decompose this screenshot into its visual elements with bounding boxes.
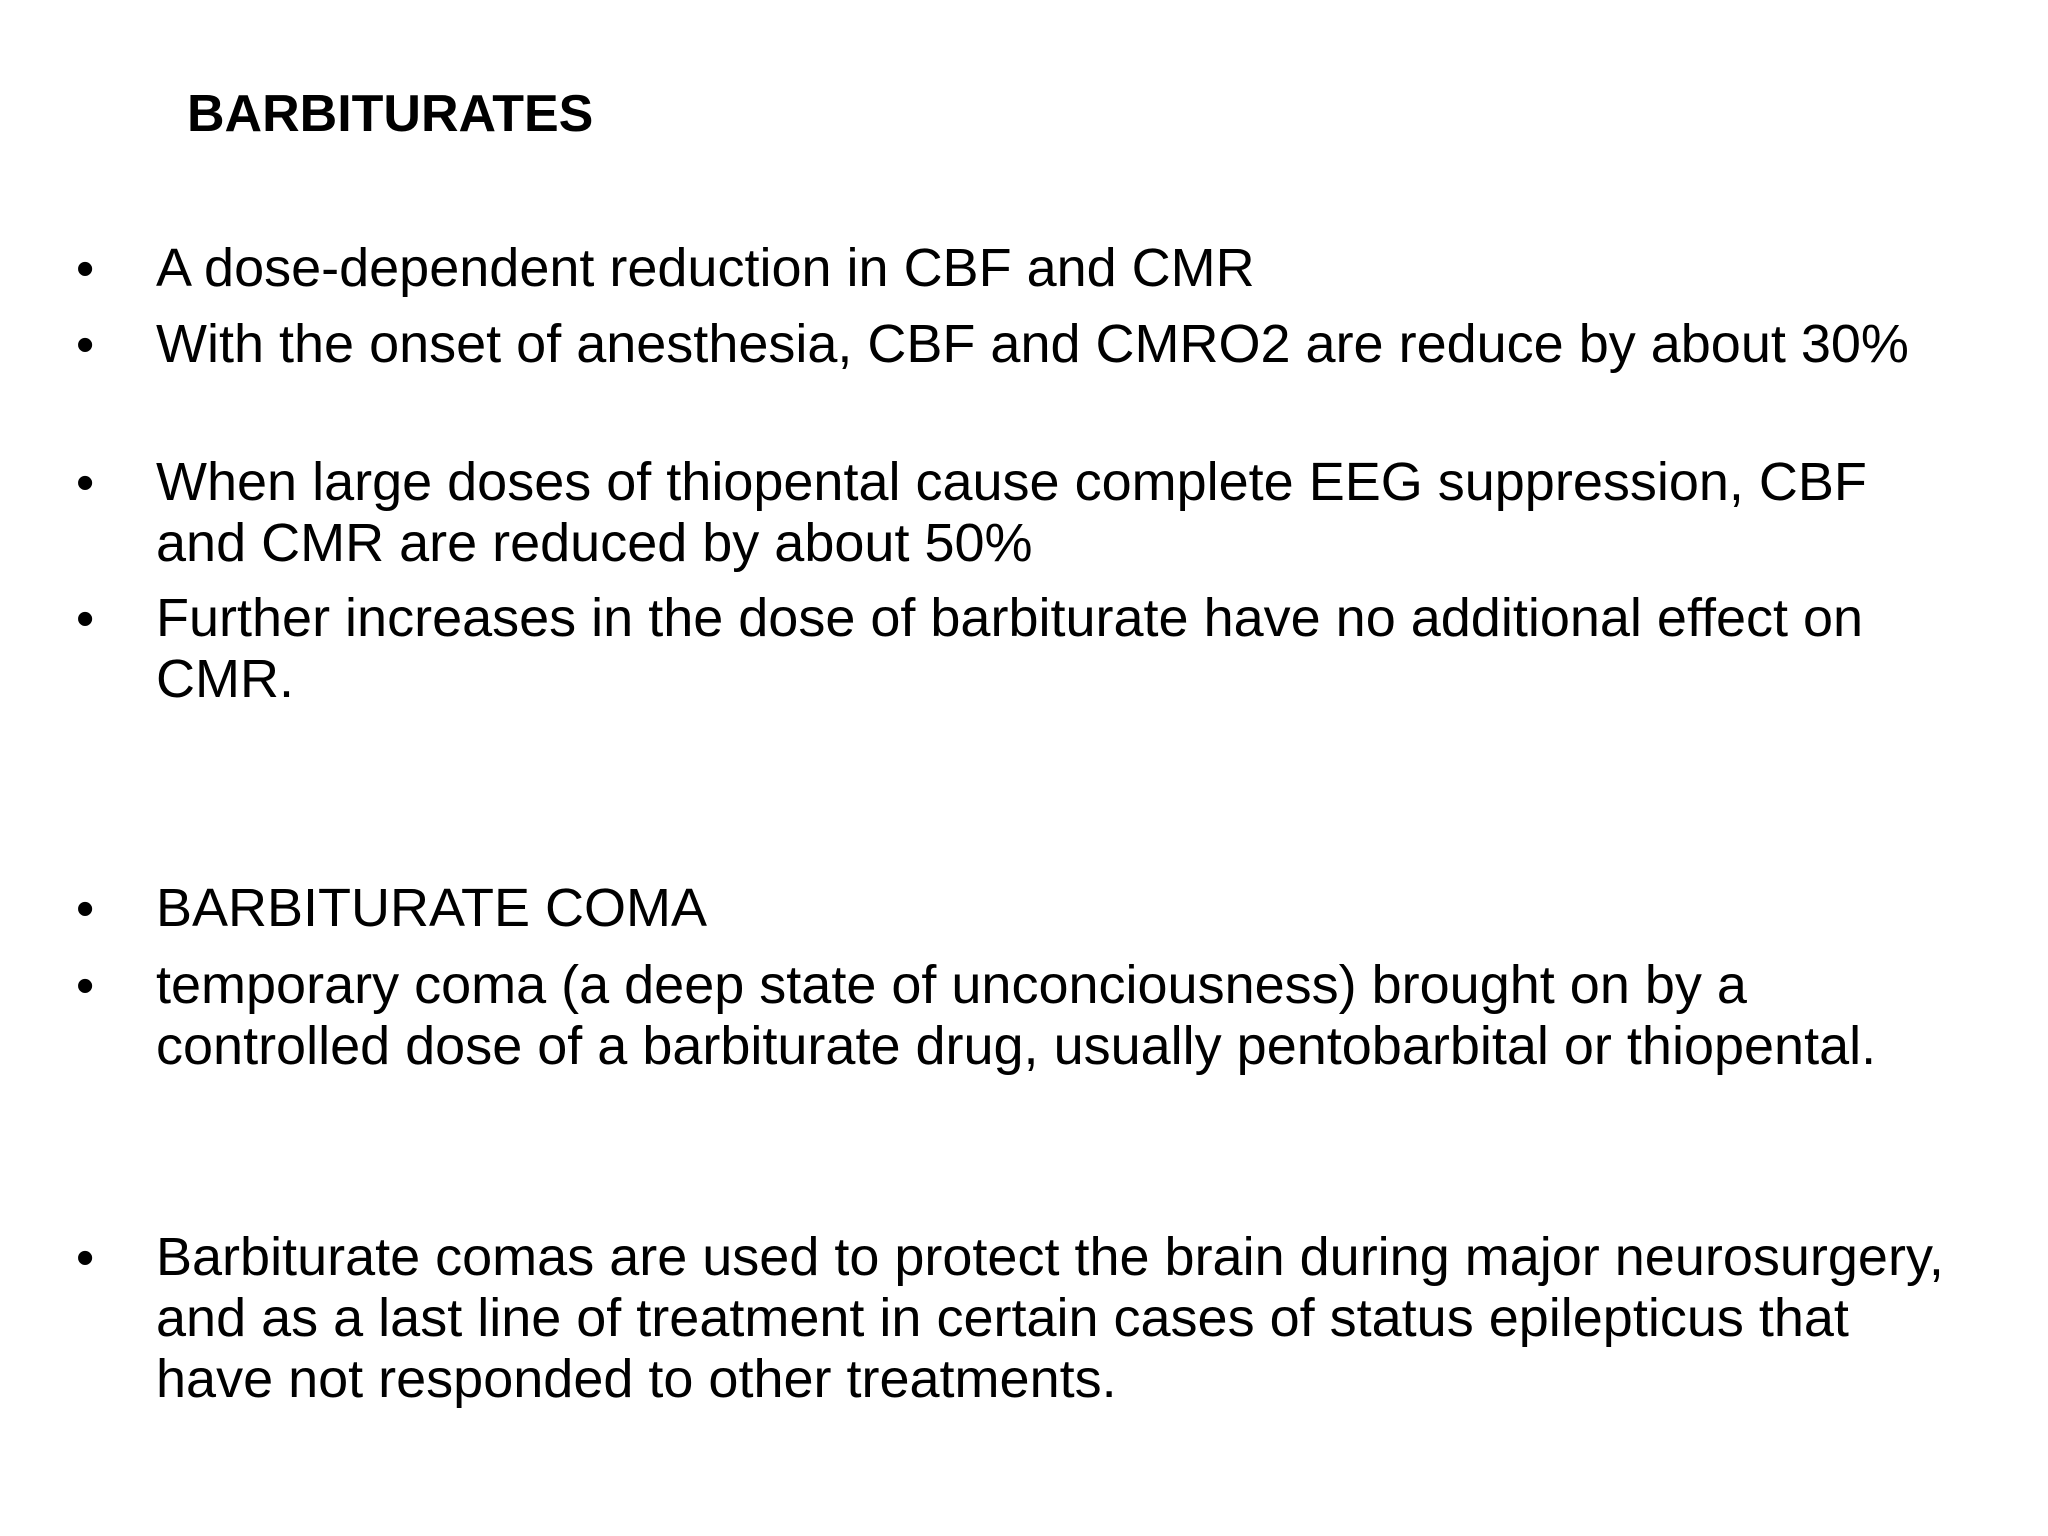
- bullet-text: A dose-dependent reduction in CBF and CMR: [156, 238, 1255, 298]
- bullet-text: BARBITURATE COMA: [156, 878, 708, 938]
- bullet-marker: •: [76, 454, 95, 512]
- bullet-marker: •: [76, 957, 95, 1015]
- bullet-marker: •: [76, 1229, 95, 1287]
- bullet-text: temporary coma (a deep state of unconciousness) brought on by a controlled dose of a barbiturate drug, usually pentobarbital or thiopental.: [156, 955, 1877, 1076]
- bullet-text: When large doses of thiopental cause complete EEG suppression, CBF and CMR are reduced by about 50%: [156, 452, 1867, 573]
- bullet-marker: •: [76, 316, 95, 374]
- bullet-text: With the onset of anesthesia, CBF and CMRO2 are reduce by about 30%: [156, 314, 1909, 374]
- bullet-marker: •: [76, 880, 95, 938]
- bullet-marker: •: [76, 590, 95, 648]
- bullet-marker: •: [76, 240, 95, 298]
- slide-title: BARBITURATES: [187, 85, 594, 143]
- bullet-text: Further increases in the dose of barbiturate have no additional effect on CMR.: [156, 588, 1864, 709]
- bullet-text: Barbiturate comas are used to protect the brain during major neurosurgery, and as a last line of treatment in certain cases of status epilepticus that have not responded to other treatments.: [156, 1227, 1944, 1409]
